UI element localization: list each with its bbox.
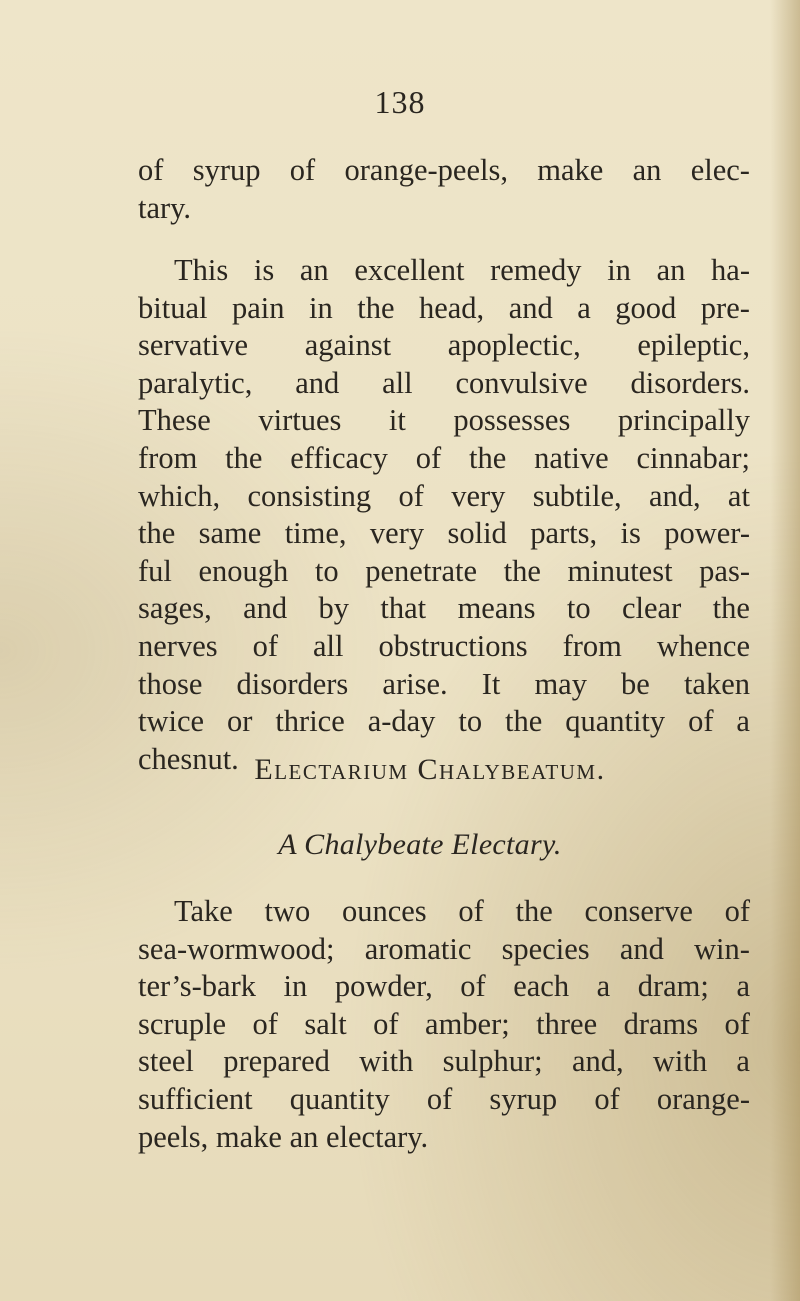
text-line: which, consisting of very subtile, and, at [138, 478, 750, 513]
text-line: of syrup of orange-peels, make an elec- [138, 153, 750, 187]
text-line: These virtues it possesses principally [138, 403, 750, 438]
text-line: chesnut. [138, 741, 239, 776]
text-line: sea-wormwood; aromatic species and win- [138, 931, 750, 966]
text-line: servative against apoplectic, epileptic, [138, 328, 750, 363]
text-line: tary. [138, 190, 192, 225]
text-line: nerves of all obstructions from whence [138, 628, 750, 663]
text-line: scruple of salt of amber; three drams of [138, 1006, 750, 1041]
text-line: the same time, very solid parts, is power- [138, 516, 750, 551]
text-line: Take two ounces of the conserve of [174, 894, 750, 928]
section-heading-text: Electarium Chalybeatum. [254, 753, 606, 786]
text-line: from the efficacy of the native cinnabar; [138, 440, 750, 475]
text-line: sages, and by that means to clear the [138, 591, 750, 626]
text-line: those disorders arise. It may be taken [138, 666, 750, 701]
text-line: ter’s-bark in powder, of each a dram; a [138, 969, 750, 1004]
text-line: This is an excellent remedy in an ha- [174, 253, 750, 287]
text-line: bitual pain in the head, and a good pre- [138, 290, 750, 325]
text-line: steel prepared with sulphur; and, with a [138, 1044, 750, 1079]
paragraph-1 [138, 152, 750, 227]
section-subheading: A Chalybeate Electary. [278, 828, 562, 861]
paragraph-3 [138, 893, 750, 1156]
text-line: twice or thrice a-day to the quantity of a [138, 704, 750, 739]
text-line: ful enough to penetrate the minutest pas- [138, 553, 750, 588]
section-heading [30, 755, 800, 785]
page-edge-shadow [770, 0, 800, 1301]
text-line: sufficient quantity of syrup of orange- [138, 1081, 750, 1116]
text-line: paralytic, and all convulsive disorders. [138, 365, 750, 400]
text-line: peels, make an electary. [138, 1119, 429, 1154]
paragraph-2 [138, 252, 750, 778]
page-number: 138 [374, 84, 426, 120]
